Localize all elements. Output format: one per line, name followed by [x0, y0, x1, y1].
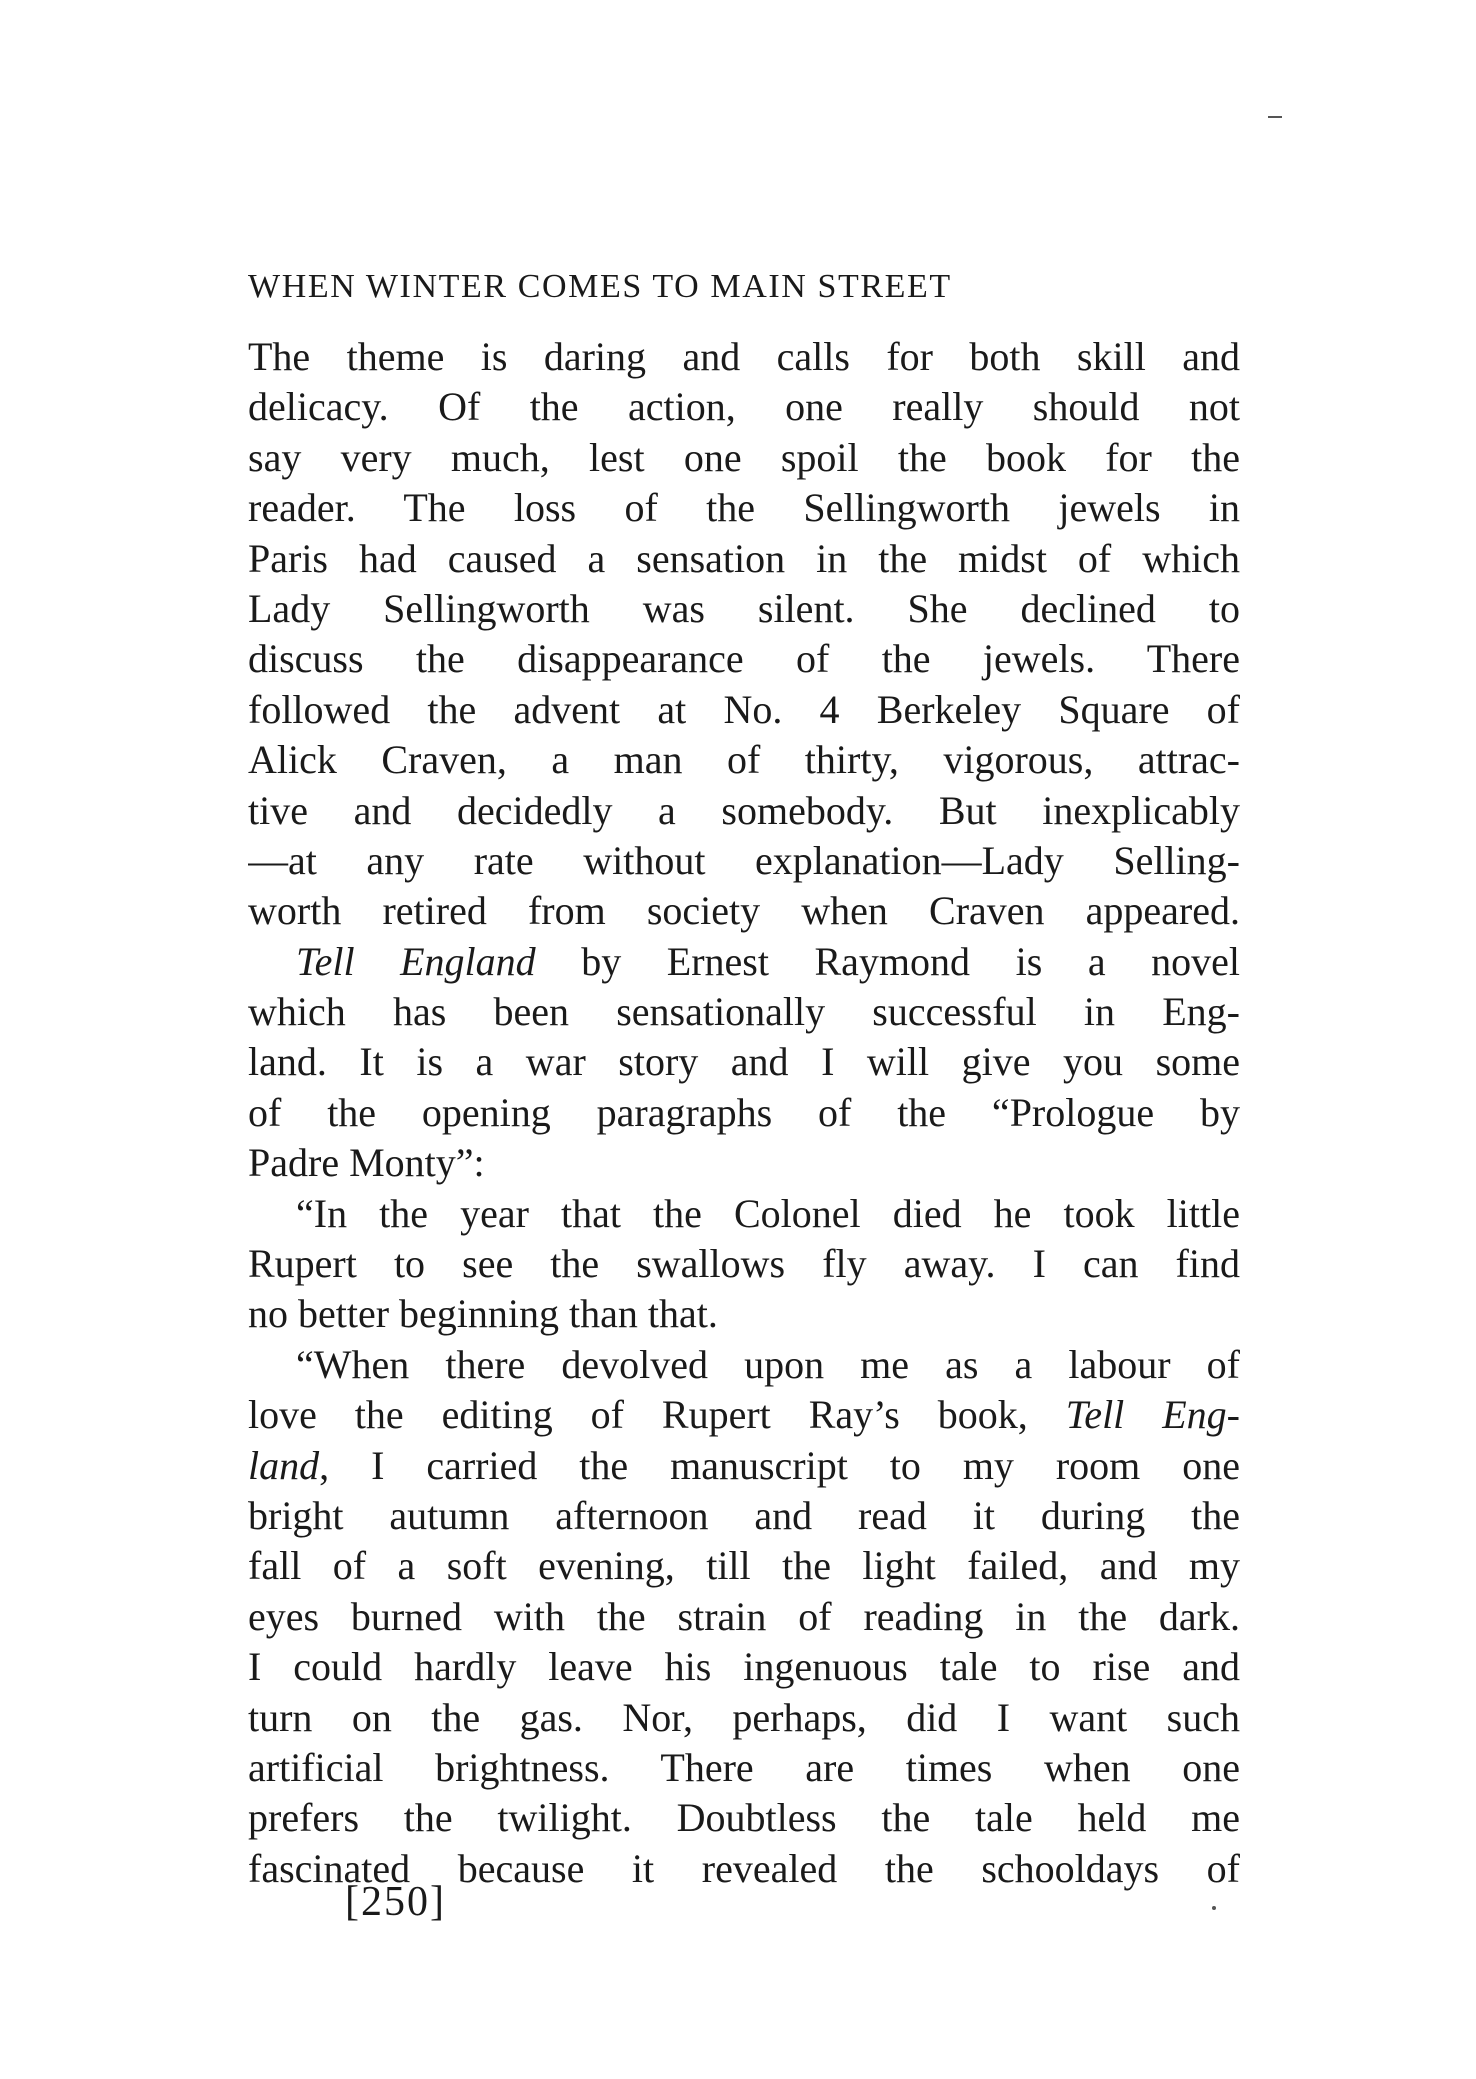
book-title-italic: Tell England — [296, 938, 536, 984]
text-line: artificial brightness. There are times when one — [248, 1744, 1240, 1790]
margin-dot — [1212, 1906, 1216, 1910]
text-line: Lady Sellingworth was silent. She declined to — [248, 585, 1240, 631]
text-line: —at any rate without explanation—Lady Selling- — [248, 837, 1240, 883]
text-line: fascinated because it revealed the schooldays of — [248, 1845, 1240, 1891]
text-line: Padre Monty”: — [248, 1140, 485, 1186]
text-line: followed the advent at No. 4 Berkeley Square of — [248, 686, 1240, 732]
text-line: Paris had caused a sensation in the midst of which — [248, 535, 1240, 581]
text-line: tive and decidedly a somebody. But inexplicably — [248, 787, 1240, 833]
text-line: turn on the gas. Nor, perhaps, did I want such — [248, 1694, 1240, 1740]
text-line: land. It is a war story and I will give you some — [248, 1039, 1240, 1085]
text-line: worth retired from society when Craven appeared. — [248, 888, 1240, 934]
text-line: I could hardly leave his ingenuous tale to rise and — [248, 1644, 1240, 1690]
page-number: [250] — [345, 1879, 446, 1925]
text-span: love the editing of Rupert Ray’s book, — [248, 1392, 1066, 1438]
text-line — [248, 937, 1240, 987]
text-line: eyes burned with the strain of reading in the dark. — [248, 1593, 1240, 1639]
text-line: delicacy. Of the action, one really should not — [248, 384, 1240, 430]
text-line: bright autumn afternoon and read it during the — [248, 1492, 1240, 1538]
body-text — [248, 332, 1240, 1894]
text-line: prefers the twilight. Doubtless the tale held me — [248, 1795, 1240, 1841]
book-title-italic: Tell Eng- — [1065, 1392, 1240, 1438]
text-line: reader. The loss of the Sellingworth jewels in — [248, 485, 1240, 531]
text-line: of the opening paragraphs of the “Prologue by — [248, 1089, 1240, 1135]
text-line: Alick Craven, a man of thirty, vigorous, attrac- — [248, 737, 1240, 783]
text-line: discuss the disappearance of the jewels. There — [248, 636, 1240, 682]
text-span: by Ernest Raymond is a novel — [535, 938, 1240, 984]
text-line: Rupert to see the swallows fly away. I can find — [248, 1241, 1240, 1287]
text-span: , I carried the manuscript to my room one — [319, 1442, 1240, 1488]
text-line: fall of a soft evening, till the light failed, and my — [248, 1543, 1240, 1589]
text-line: say very much, lest one spoil the book for the — [248, 434, 1240, 480]
text-line: no better beginning than that. — [248, 1291, 718, 1337]
text-line: “In the year that the Colonel died he took little — [296, 1190, 1240, 1236]
running-head: WHEN WINTER COMES TO MAIN STREET — [248, 268, 952, 305]
text-line — [248, 1390, 1240, 1440]
text-line: which has been sensationally successful in Eng- — [248, 989, 1240, 1035]
margin-mark — [1268, 116, 1282, 118]
text-line: “When there devolved upon me as a labour of — [296, 1341, 1240, 1387]
text-line — [248, 1441, 1240, 1491]
book-title-italic: land — [248, 1442, 320, 1488]
text-line: The theme is daring and calls for both skill and — [248, 334, 1240, 379]
